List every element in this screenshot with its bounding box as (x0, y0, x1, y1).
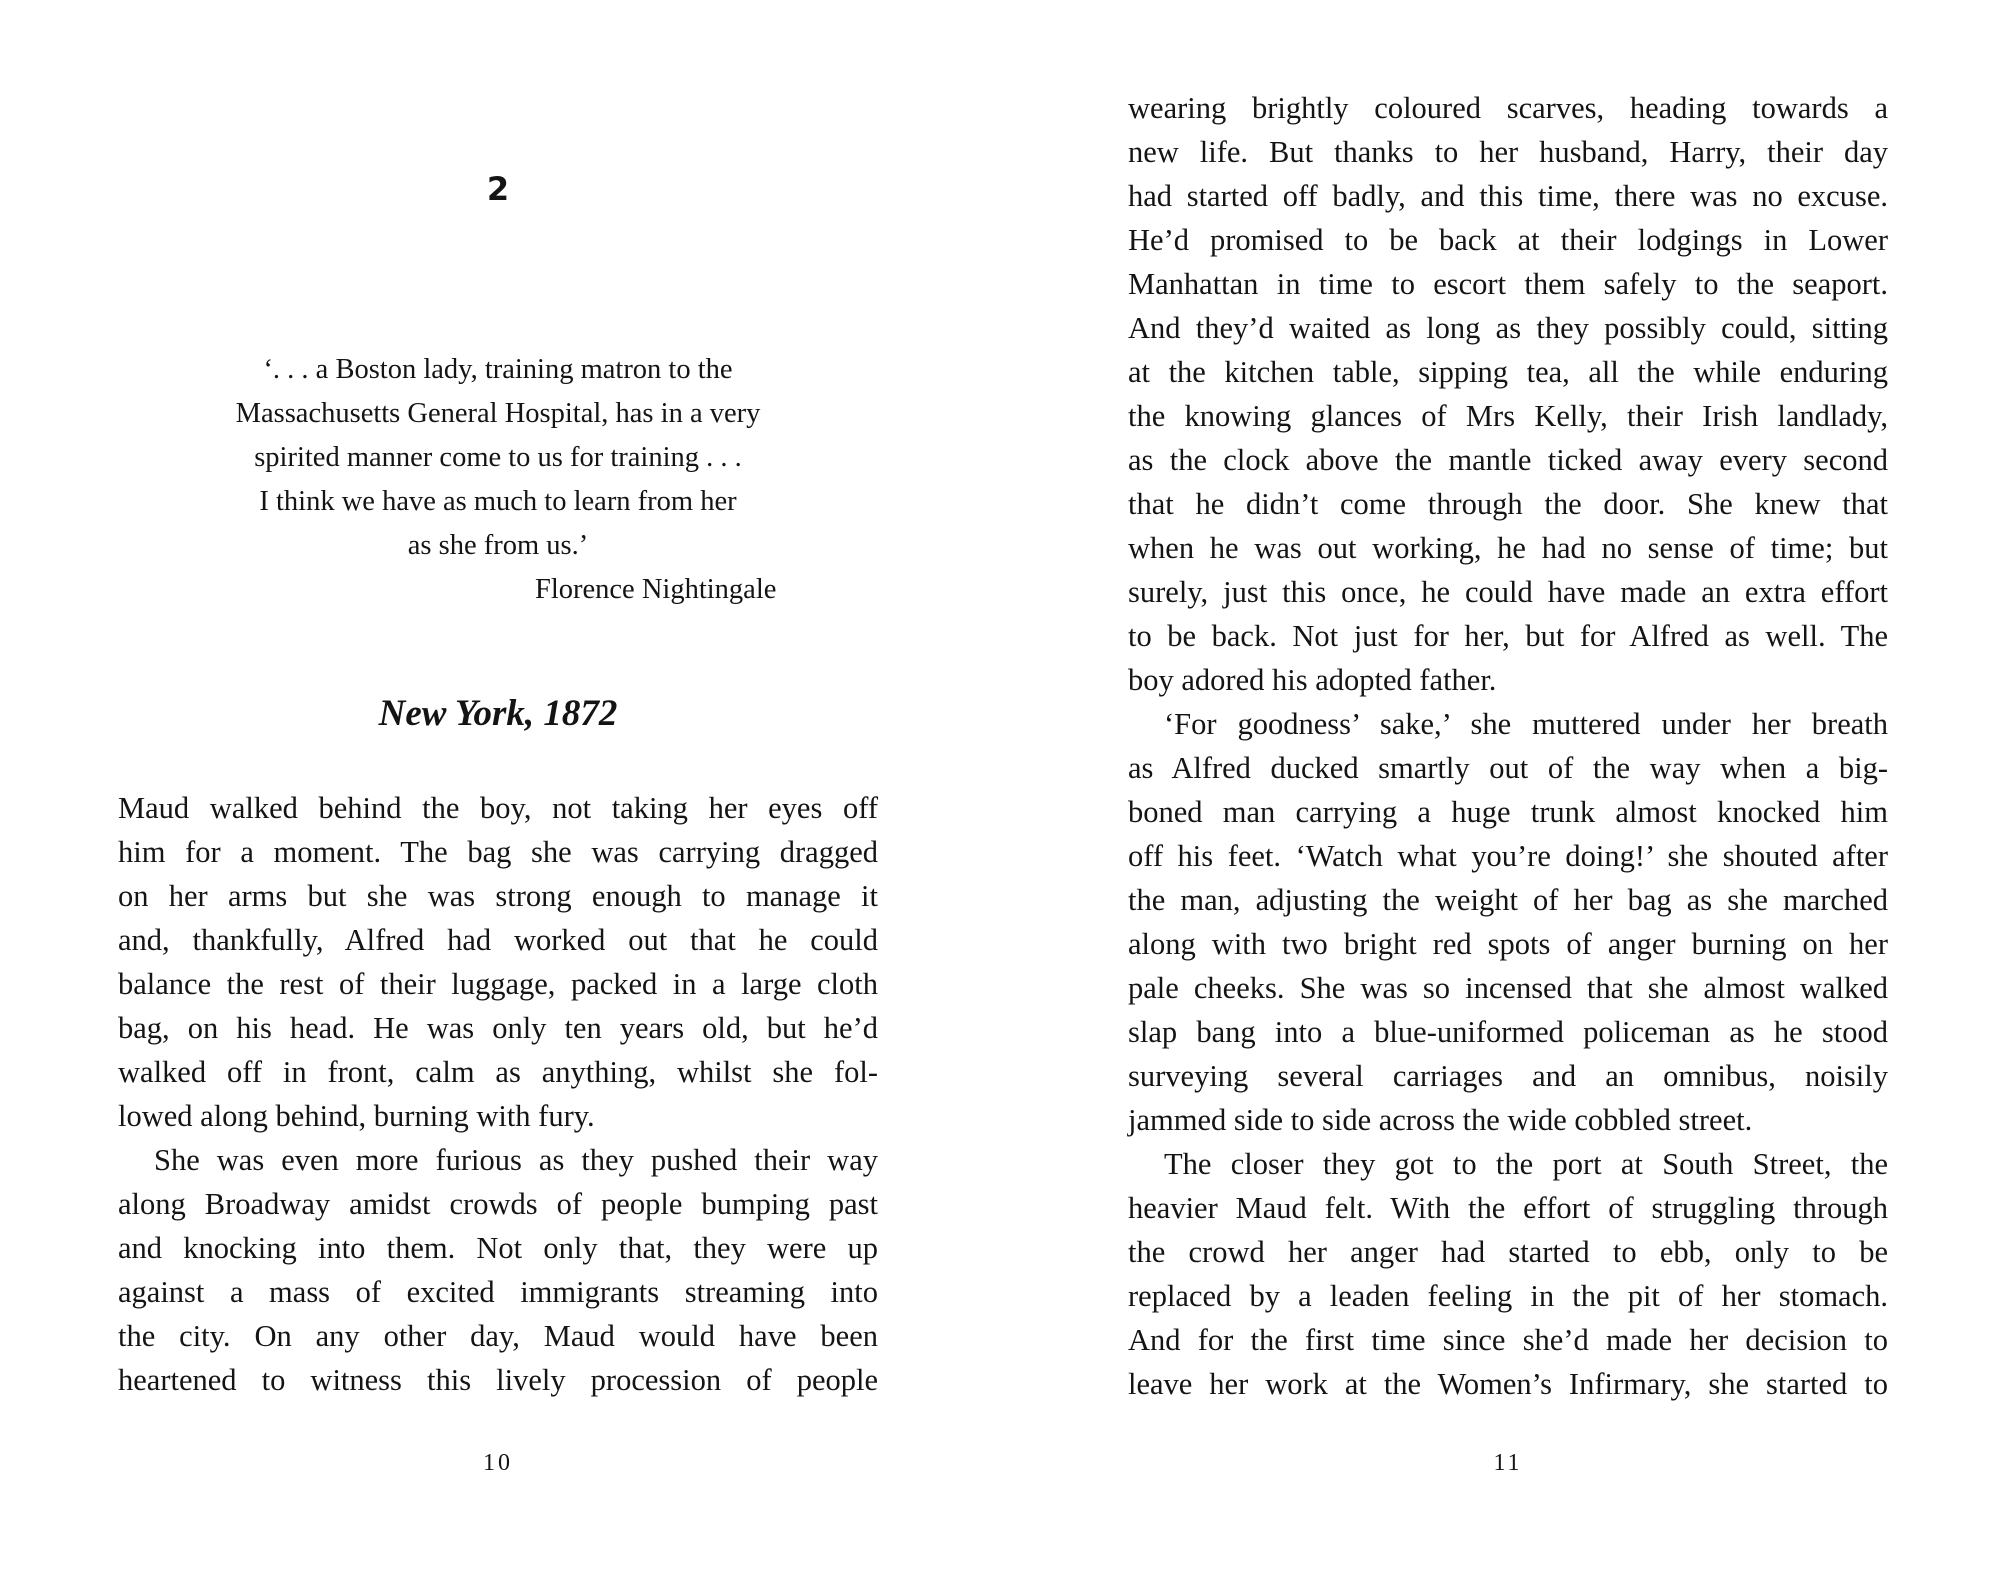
text-line: that he didn’t come through the door. She knew that (1128, 487, 1888, 521)
text-line: boy adored his adopted father. (1128, 663, 1497, 697)
epigraph-attribution: Florence Nightingale (535, 574, 777, 605)
text-line: And they’d waited as long as they possibly could, sitting (1128, 311, 1888, 345)
text-line: along with two bright red spots of anger burning on her (1128, 927, 1888, 961)
text-line: had started off badly, and this time, there was no excuse. (1128, 179, 1888, 213)
left-body-text (118, 786, 878, 1402)
text-line: walked off in front, calm as anything, whilst she fol- (118, 1055, 878, 1089)
text-line: the man, adjusting the weight of her bag as she marched (1128, 883, 1888, 917)
text-line: balance the rest of their luggage, packed in a large cloth (118, 967, 878, 1001)
page-number: 11 (1493, 1450, 1523, 1476)
text-line: when he was out working, he had no sense of time; but (1128, 531, 1888, 565)
text-line: off his feet. ‘Watch what you’re doing!’ she shouted after (1128, 839, 1888, 873)
text-line: heavier Maud felt. With the effort of struggling through (1128, 1191, 1888, 1225)
text-line: replaced by a leaden feeling in the pit of her stomach. (1128, 1279, 1888, 1313)
text-line: along Broadway amidst crowds of people bumping past (118, 1187, 878, 1221)
place-date-heading: New York, 1872 (378, 693, 618, 734)
text-line: bag, on his head. He was only ten years old, but he’d (118, 1011, 878, 1045)
text-line: slap bang into a blue-uniformed policeman as he stood (1128, 1015, 1888, 1049)
text-line: surely, just this once, he could have made an extra effort (1128, 575, 1888, 609)
epigraph-line: as she from us.’ (407, 530, 589, 561)
text-line: the city. On any other day, Maud would have been (118, 1319, 878, 1353)
text-line: as Alfred ducked smartly out of the way when a big- (1128, 751, 1888, 785)
text-line: Maud walked behind the boy, not taking her eyes off (118, 791, 878, 825)
text-line: him for a moment. The bag she was carrying dragged (118, 835, 878, 869)
text-line: She was even more furious as they pushed their way (154, 1143, 878, 1177)
text-line: jammed side to side across the wide cobbled street. (1128, 1103, 1753, 1137)
text-line: He’d promised to be back at their lodgings in Lower (1128, 223, 1888, 257)
epigraph-line: spirited manner come to us for training . . . (254, 442, 742, 473)
text-line: and, thankfully, Alfred had worked out that he could (118, 923, 878, 957)
epigraph-line: ‘. . . a Boston lady, training matron to the (263, 354, 733, 385)
text-line: and knocking into them. Not only that, they were up (118, 1231, 878, 1265)
text-line: And for the first time since she’d made her decision to (1128, 1323, 1888, 1357)
text-line: the crowd her anger had started to ebb, only to be (1128, 1235, 1888, 1269)
epigraph-line: Massachusetts General Hospital, has in a very (235, 398, 761, 429)
text-line: against a mass of excited immigrants streaming into (118, 1275, 878, 1309)
text-line: as the clock above the mantle ticked away every second (1128, 443, 1888, 477)
text-line: boned man carrying a huge trunk almost knocked him (1128, 795, 1888, 829)
right-page (1000, 0, 2000, 1582)
text-line: ‘For goodness’ sake,’ she muttered under her breath (1164, 707, 1888, 741)
text-line: the knowing glances of Mrs Kelly, their Irish landlady, (1128, 399, 1888, 433)
chapter-number: 2 (486, 170, 510, 208)
text-line: new life. But thanks to her husband, Harry, their day (1128, 135, 1888, 169)
page-number: 10 (483, 1450, 513, 1476)
text-line: on her arms but she was strong enough to manage it (118, 879, 878, 913)
text-line: pale cheeks. She was so incensed that she almost walked (1128, 971, 1888, 1005)
text-line: lowed along behind, burning with fury. (118, 1099, 595, 1133)
text-line: to be back. Not just for her, but for Alfred as well. The (1128, 619, 1888, 653)
text-line: Manhattan in time to escort them safely to the seaport. (1128, 267, 1888, 301)
epigraph (118, 348, 878, 568)
epigraph-line: I think we have as much to learn from her (259, 486, 737, 517)
text-line: wearing brightly coloured scarves, heading towards a (1128, 91, 1888, 125)
text-line: at the kitchen table, sipping tea, all the while enduring (1128, 355, 1888, 389)
right-body-text (1128, 86, 1888, 1406)
text-line: The closer they got to the port at South Street, the (1164, 1147, 1888, 1181)
text-line: heartened to witness this lively procession of people (118, 1363, 878, 1397)
text-line: leave her work at the Women’s Infirmary, she started to (1128, 1367, 1888, 1401)
text-line: surveying several carriages and an omnibus, noisily (1128, 1059, 1888, 1093)
